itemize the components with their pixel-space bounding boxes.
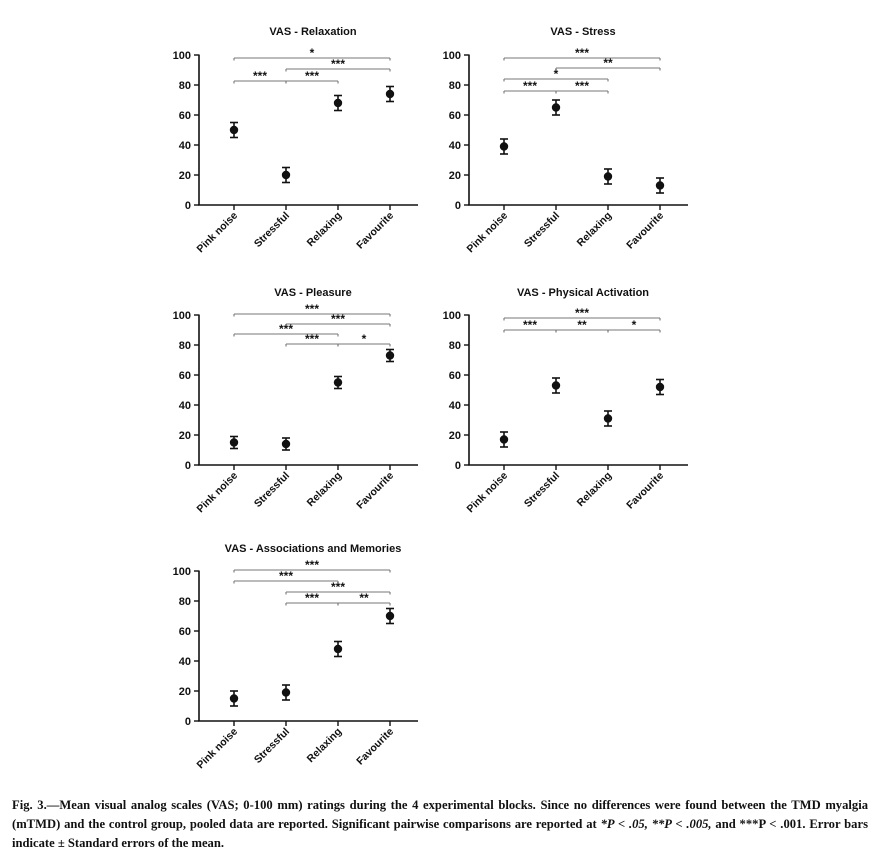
- sig-label: ***: [330, 312, 346, 326]
- y-tick-label: 80: [448, 80, 461, 92]
- x-tick-label: Favourite: [354, 725, 397, 768]
- chart-panel-3: [173, 287, 418, 515]
- chart-panel-5: [173, 543, 418, 771]
- x-tick-label: Favourite: [624, 469, 667, 512]
- sig-label: *: [361, 332, 367, 346]
- y-tick-label: 20: [448, 170, 461, 182]
- sig-label: ***: [574, 79, 590, 93]
- sig-label: ***: [574, 46, 590, 60]
- sig-label: ***: [330, 57, 346, 71]
- y-tick-label: 0: [454, 460, 461, 472]
- x-tick-label: Relaxing: [304, 469, 345, 510]
- data-point: [386, 90, 394, 98]
- y-tick-label: 40: [448, 400, 461, 412]
- chart-panel-1: [173, 26, 418, 255]
- x-tick-label: Relaxing: [574, 209, 615, 250]
- data-point: [334, 99, 342, 107]
- data-point: [500, 142, 508, 150]
- y-tick-label: 60: [178, 370, 191, 382]
- chart-title: VAS - Pleasure: [274, 287, 352, 299]
- x-tick-label: Pink noise: [464, 209, 511, 256]
- caption-lead: Fig. 3.—: [12, 798, 60, 812]
- data-point: [282, 440, 290, 448]
- data-point: [552, 381, 560, 389]
- x-tick-label: Stressful: [251, 469, 293, 510]
- caption-end: Error bars indicate ± Standard errors of the mean.: [12, 817, 868, 850]
- y-tick-label: 40: [178, 400, 191, 412]
- data-point: [500, 435, 508, 443]
- y-tick-label: 60: [448, 110, 461, 122]
- x-tick-label: Stressful: [521, 469, 563, 510]
- data-point: [334, 645, 342, 653]
- sig-label: ***: [278, 569, 294, 583]
- data-point: [604, 414, 612, 422]
- data-point: [656, 383, 664, 391]
- sig-label: *: [309, 46, 315, 60]
- y-tick-label: 100: [442, 50, 461, 62]
- y-tick-label: 20: [178, 686, 191, 698]
- sig-label: ***: [252, 69, 268, 83]
- x-tick-label: Relaxing: [574, 469, 615, 510]
- sig-label: *: [631, 318, 637, 332]
- sig-label: **: [359, 591, 369, 605]
- figure-caption: [12, 796, 868, 853]
- y-tick-label: 80: [178, 340, 191, 352]
- data-point: [604, 172, 612, 180]
- x-tick-label: Stressful: [251, 209, 293, 250]
- x-tick-label: Pink noise: [194, 209, 241, 256]
- y-tick-label: 0: [184, 460, 191, 472]
- sig-label: ***: [304, 69, 320, 83]
- y-tick-label: 0: [184, 716, 191, 728]
- y-tick-label: 100: [172, 310, 191, 322]
- sig-label: ***: [304, 302, 320, 316]
- chart-title: VAS - Relaxation: [269, 26, 357, 38]
- caption-p1: *P < .05,: [600, 817, 652, 831]
- data-point: [282, 171, 290, 179]
- x-tick-label: Pink noise: [194, 725, 241, 772]
- chart-title: VAS - Stress: [550, 26, 616, 38]
- sig-label: ***: [304, 332, 320, 346]
- x-tick-label: Relaxing: [304, 209, 345, 250]
- y-tick-label: 20: [448, 430, 461, 442]
- x-tick-label: Pink noise: [194, 469, 241, 516]
- y-tick-label: 20: [178, 170, 191, 182]
- sig-label: **: [603, 56, 613, 70]
- y-tick-label: 80: [448, 340, 461, 352]
- y-tick-label: 0: [184, 200, 191, 212]
- y-tick-label: 60: [448, 370, 461, 382]
- x-tick-label: Relaxing: [304, 725, 345, 766]
- y-tick-label: 100: [172, 50, 191, 62]
- x-tick-label: Favourite: [354, 209, 397, 252]
- sig-label: ***: [522, 79, 538, 93]
- chart-title: VAS - Physical Activation: [516, 287, 650, 299]
- y-tick-label: 40: [448, 140, 461, 152]
- caption-p3: and ***P < .001.: [715, 817, 810, 831]
- y-tick-label: 80: [178, 596, 191, 608]
- data-point: [656, 181, 664, 189]
- y-tick-label: 60: [178, 110, 191, 122]
- sig-label: ***: [304, 591, 320, 605]
- y-tick-label: 20: [178, 430, 191, 442]
- caption-text: Mean visual analog scales (VAS; 0-100 mm) ratings during the 4 experimental blocks. Since no differences were found between the TMD myalgia (mTMD) and the control group, pooled data are reported. Significant pairwise comparisons are reported at: [12, 798, 868, 831]
- x-tick-label: Stressful: [521, 209, 563, 250]
- x-tick-label: Pink noise: [464, 469, 511, 516]
- sig-label: **: [577, 318, 587, 332]
- x-tick-label: Favourite: [624, 209, 667, 252]
- y-tick-label: 40: [178, 656, 191, 668]
- sig-label: ***: [304, 558, 320, 572]
- data-point: [230, 438, 238, 446]
- y-tick-label: 100: [172, 566, 191, 578]
- sig-label: ***: [278, 322, 294, 336]
- x-tick-label: Favourite: [354, 469, 397, 512]
- chart-panel-4: [443, 287, 688, 515]
- data-point: [334, 378, 342, 386]
- y-tick-label: 80: [178, 80, 191, 92]
- sig-label: ***: [330, 580, 346, 594]
- data-point: [282, 688, 290, 696]
- x-tick-label: Stressful: [251, 725, 293, 766]
- data-point: [552, 103, 560, 111]
- y-tick-label: 40: [178, 140, 191, 152]
- sig-label: ***: [574, 306, 590, 320]
- chart-title: VAS - Associations and Memories: [224, 543, 402, 555]
- sig-label: ***: [522, 318, 538, 332]
- data-point: [230, 126, 238, 134]
- data-point: [230, 694, 238, 702]
- y-tick-label: 60: [178, 626, 191, 638]
- caption-p2: **P < .005,: [651, 817, 716, 831]
- y-tick-label: 0: [454, 200, 461, 212]
- data-point: [386, 612, 394, 620]
- y-tick-label: 100: [442, 310, 461, 322]
- data-point: [386, 351, 394, 359]
- chart-panel-2: [443, 26, 688, 255]
- sig-label: *: [553, 67, 559, 81]
